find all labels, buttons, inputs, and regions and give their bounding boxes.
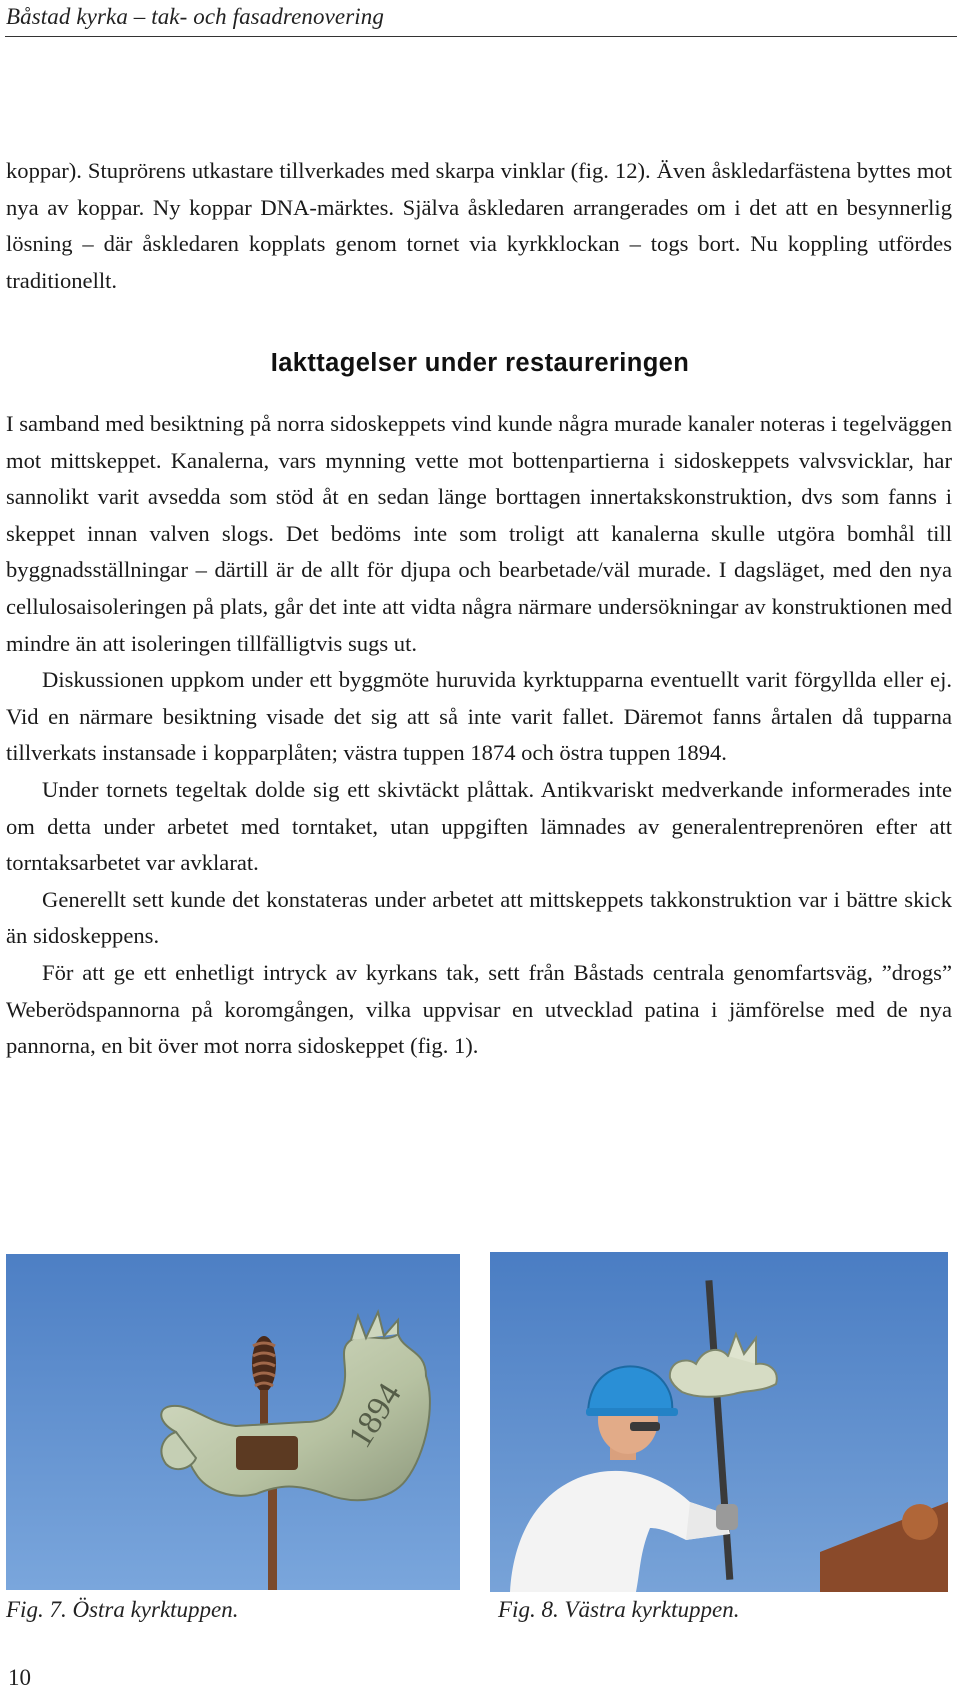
engraved-year: 1894 xyxy=(341,1376,409,1455)
worker-glove xyxy=(716,1504,738,1530)
section-paragraph: I samband med besiktning på norra sidoskeppets vind kunde några murade kanaler noteras i tegelväggen mot mittskeppet. Kanalerna, vars mynning vette mot bottenpartierna i sidoskeppets valvsvicklar, har sannolikt varit avsedda som stöd åt en sedan länge borttagen innertakskonstruktion, dvs som fanns i skeppet innan valven slogs. Det bedöms inte som troligt att kanalerna skulle utgöra bomhål till byggnadsställningar – därtill är de allt för djupa och bearbetade/väl murade. I dagsläget, med den nya cellulosaisoleringen på plats, går det inte att vidta några närmare undersökningar av konstruktionen med mindre än att isoleringen tillfälligtvis sugs ut. xyxy=(6,411,952,656)
worker-glasses xyxy=(630,1422,660,1431)
intro-paragraph: koppar). Stuprörens utkastare tillverkades med skarpa vinklar (fig. 12). Även åskledarfästena byttes mot nya av koppar. Ny koppar DNA-märktes. Själva åskledaren arrangerades om i det att en besynnerlig lösning – där åskledaren kopplats genom tornet via kyrkklockan – togs bort. Nu koppling utfördes traditionellt. xyxy=(6,158,952,293)
section-text-block xyxy=(6,406,952,1065)
helmet-brim xyxy=(586,1408,678,1416)
running-header: Båstad kyrka – tak- och fasadrenovering xyxy=(6,4,384,29)
photo-east-weathercock xyxy=(6,1254,460,1590)
section-paragraph: Generellt sett kunde det konstateras under arbetet att mittskeppets takkonstruktion var i bättre skick än sidoskeppens. xyxy=(6,886,952,949)
section-paragraph: För att ge ett enhetligt intryck av kyrkans tak, sett från Båstads centrala genomfartsväg, ”drogs” Weberödspannorna på koromgången, vilka uppvisar en utvecklad patina i jämförelse med de nya pannorna, en bit över mot norra sidoskeppet (fig. 1). xyxy=(6,959,952,1059)
roof-detail xyxy=(902,1504,938,1540)
figure-caption-east: Fig. 7. Östra kyrktuppen. xyxy=(6,1597,239,1622)
intro-text-block xyxy=(6,153,952,299)
page-number: 10 xyxy=(8,1665,31,1690)
weathercock-east-illustration xyxy=(6,1254,460,1590)
figure-caption-west: Fig. 8. Västra kyrktuppen. xyxy=(498,1597,740,1622)
section-paragraph: Under tornets tegeltak dolde sig ett skivtäckt plåttak. Antikvariskt medverkande informerades inte om detta under arbetet med torntaket, utan uppgiften lämnades av generalentreprenören efter att torntaksarbetet var avklarat. xyxy=(6,776,952,876)
weathercock-west-illustration xyxy=(490,1252,948,1592)
header-rule xyxy=(5,36,957,37)
section-paragraph: Diskussionen uppkom under ett byggmöte huruvida kyrktupparna eventuellt varit förgyllda eller ej. Vid en närmare besiktning visade det sig att så inte varit fallet. Däremot fanns årtalen då tupparna tillverkats instansade i kopparplåten; västra tuppen 1874 och östra tuppen 1894. xyxy=(6,667,952,766)
section-heading: Iakttagelser under restaureringen xyxy=(270,349,690,377)
vane-bracket xyxy=(236,1436,298,1470)
photo-west-weathercock xyxy=(490,1252,948,1592)
